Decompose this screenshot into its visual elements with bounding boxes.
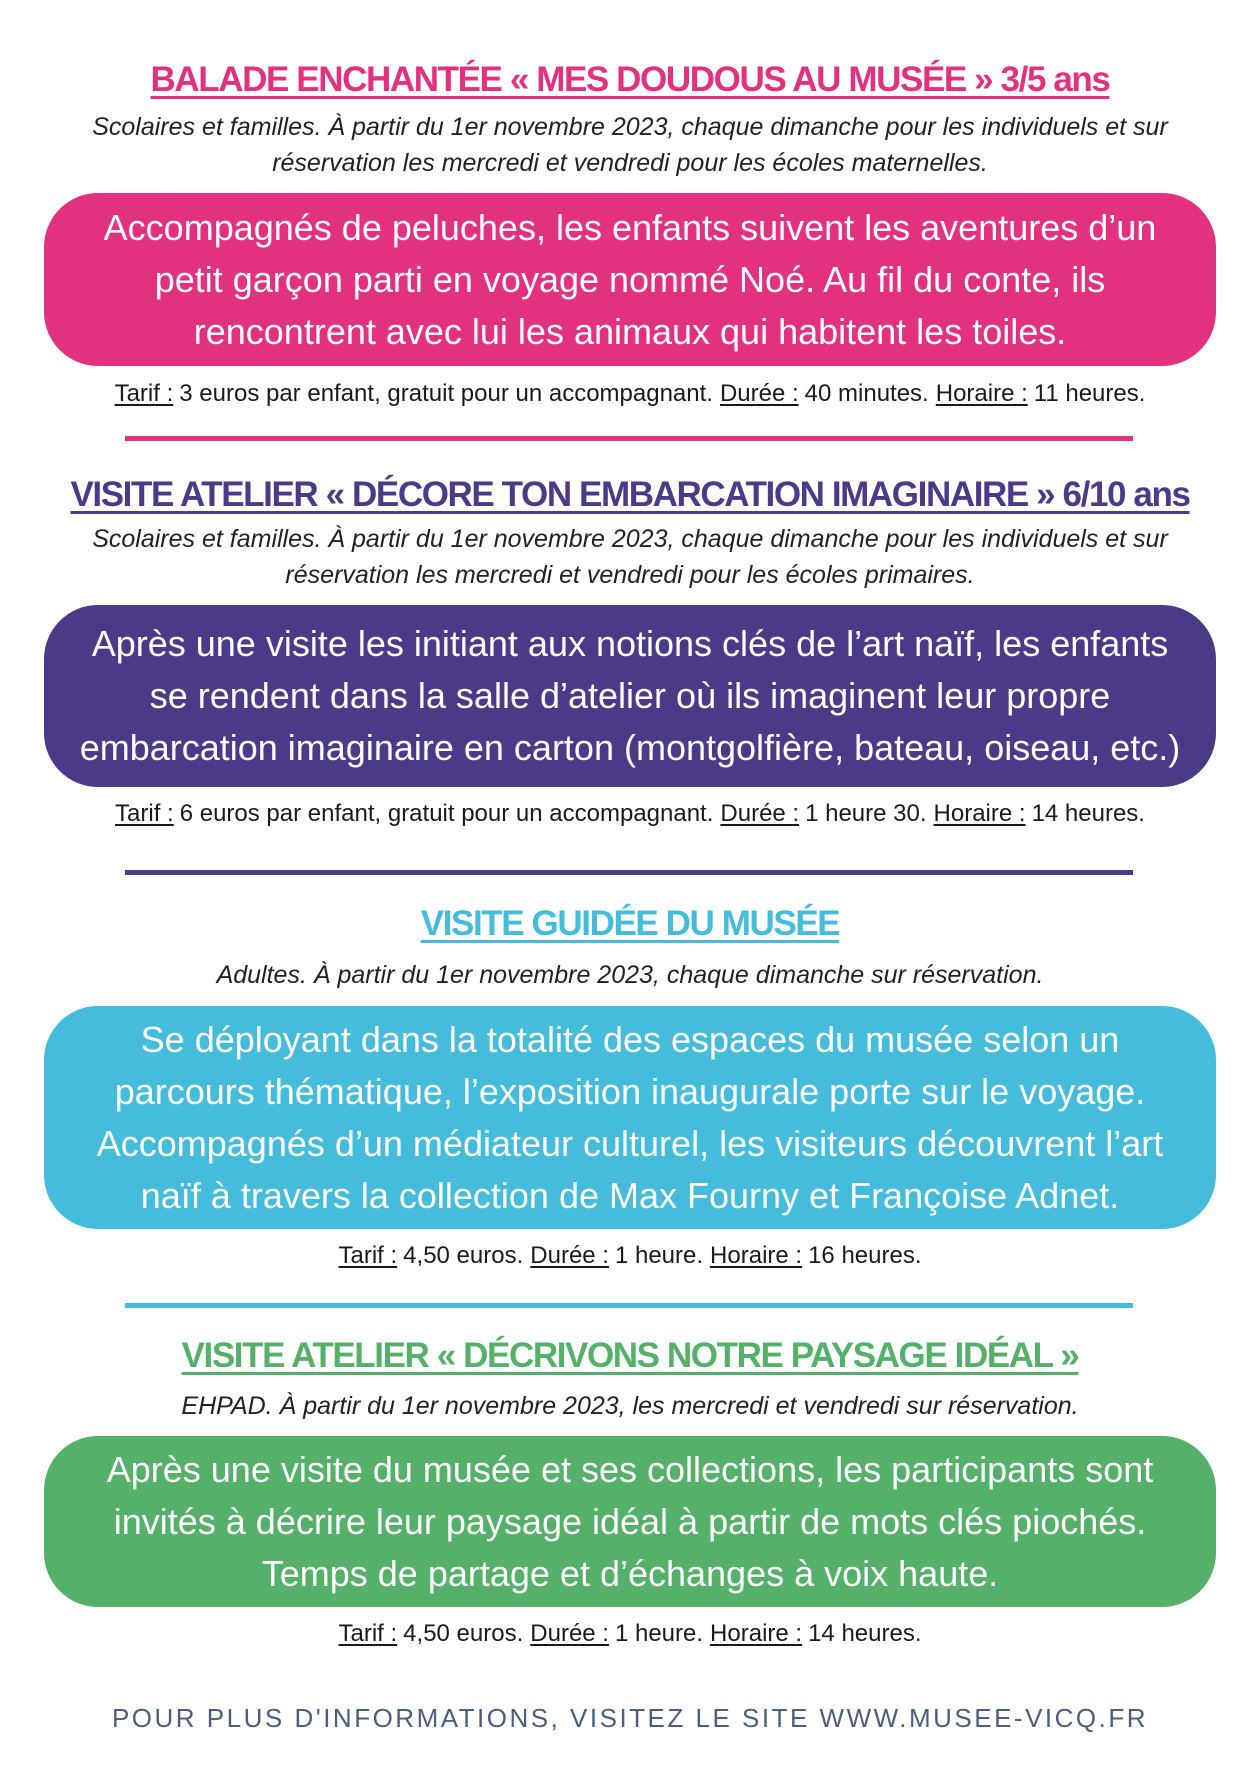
- audience-line: réservation les mercredi et vendredi pour les écoles primaires.: [285, 561, 975, 589]
- description-line: Temps de partage et d’échanges à voix haute.: [261, 1552, 999, 1594]
- section-4-title: VISITE ATELIER « DÉCRIVONS NOTRE PAYSAGE IDÉAL »: [181, 1336, 1079, 1375]
- description-line: petit garçon parti en voyage nommé Noé. Au fil du conte, ils: [154, 258, 1106, 300]
- section-3-audience: [0, 957, 1260, 993]
- horaire-value: 14 heures.: [808, 1620, 922, 1647]
- section-2-description-box: [44, 605, 1216, 787]
- tarif-label: Tarif :: [115, 800, 174, 827]
- section-3-description-box: [44, 1006, 1216, 1229]
- footer-website-notice: POUR PLUS D'INFORMATIONS, VISITEZ LE SITE WWW.MUSEE-VICQ.FR: [111, 1703, 1149, 1733]
- horaire-label: Horaire :: [710, 1620, 803, 1647]
- audience-line: Adultes. À partir du 1er novembre 2023, chaque dimanche sur réservation.: [216, 961, 1044, 989]
- section-3-info: [0, 1241, 1260, 1271]
- duree-label: Durée :: [720, 800, 800, 827]
- duree-value: 1 heure 30.: [805, 800, 927, 827]
- description-line: Accompagnés d’un médiateur culturel, les visiteurs découvrent l’art: [96, 1122, 1164, 1164]
- duree-value: 1 heure.: [614, 1620, 704, 1647]
- description-line: Après une visite les initiant aux notions clés de l’art naïf, les enfants: [91, 623, 1169, 664]
- description-line: rencontrent avec lui les animaux qui habitent les toiles.: [193, 310, 1067, 352]
- section-1-info: [0, 379, 1260, 409]
- tarif-value: 4,50 euros.: [403, 1242, 524, 1269]
- description-line: Après une visite du musée et ses collections, les participants sont: [106, 1448, 1154, 1490]
- audience-line: réservation les mercredi et vendredi pour les écoles maternelles.: [272, 149, 988, 177]
- tarif-label: Tarif :: [338, 1620, 398, 1647]
- section-4-info: [0, 1619, 1260, 1649]
- section-4-audience: [0, 1388, 1260, 1424]
- section-divider: [125, 436, 1133, 441]
- section-2-title: VISITE ATELIER « DÉCORE TON EMBARCATION IMAGINAIRE » 6/10 ans: [70, 475, 1190, 514]
- horaire-value: 14 heures.: [1031, 800, 1145, 827]
- tarif-value: 6 euros par enfant, gratuit pour un accompagnant.: [179, 800, 714, 827]
- tarif-value: 3 euros par enfant, gratuit pour un accompagnant.: [179, 380, 713, 407]
- description-line: Se déployant dans la totalité des espaces du musée selon un: [140, 1018, 1120, 1060]
- section-1-description-box: [44, 193, 1216, 366]
- section-3-title: VISITE GUIDÉE DU MUSÉE: [420, 904, 840, 943]
- section-divider: [125, 870, 1133, 875]
- description-line: parcours thématique, l’exposition inaugurale porte sur le voyage.: [114, 1070, 1146, 1112]
- section-1-title: BALADE ENCHANTÉE « MES DOUDOUS AU MUSÉE » 3/5 ans: [150, 60, 1110, 99]
- horaire-label: Horaire :: [710, 1242, 803, 1269]
- section-4-description-box: [44, 1436, 1216, 1607]
- section-2-audience: [0, 521, 1260, 593]
- duree-label: Durée :: [719, 380, 799, 407]
- duree-value: 1 heure.: [614, 1242, 704, 1269]
- section-1-audience: [0, 109, 1260, 181]
- duree-label: Durée :: [530, 1620, 609, 1647]
- tarif-label: Tarif :: [114, 380, 174, 407]
- audience-line: Scolaires et familles. À partir du 1er novembre 2023, chaque dimanche pour les individuels et sur: [92, 525, 1168, 553]
- tarif-label: Tarif :: [338, 1242, 398, 1269]
- horaire-label: Horaire :: [933, 800, 1026, 827]
- horaire-label: Horaire :: [935, 380, 1028, 407]
- section-2-info: [0, 799, 1260, 829]
- description-line: naïf à travers la collection de Max Fourny et Françoise Adnet.: [140, 1174, 1120, 1216]
- description-line: invités à décrire leur paysage idéal à partir de mots clés piochés.: [113, 1500, 1147, 1542]
- audience-line: Scolaires et familles. À partir du 1er novembre 2023, chaque dimanche pour les individuels et sur: [92, 113, 1168, 141]
- description-line: se rendent dans la salle d’atelier où ils imaginent leur propre: [149, 675, 1111, 716]
- horaire-value: 11 heures.: [1033, 380, 1146, 407]
- section-divider: [125, 1303, 1133, 1308]
- duree-label: Durée :: [530, 1242, 609, 1269]
- description-line: Accompagnés de peluches, les enfants suivent les aventures d’un: [103, 206, 1157, 248]
- description-line: embarcation imaginaire en carton (montgolfière, bateau, oiseau, etc.): [79, 727, 1181, 768]
- audience-line: EHPAD. À partir du 1er novembre 2023, les mercredi et vendredi sur réservation.: [181, 1392, 1079, 1420]
- horaire-value: 16 heures.: [808, 1242, 922, 1269]
- tarif-value: 4,50 euros.: [403, 1620, 524, 1647]
- duree-value: 40 minutes.: [804, 380, 929, 407]
